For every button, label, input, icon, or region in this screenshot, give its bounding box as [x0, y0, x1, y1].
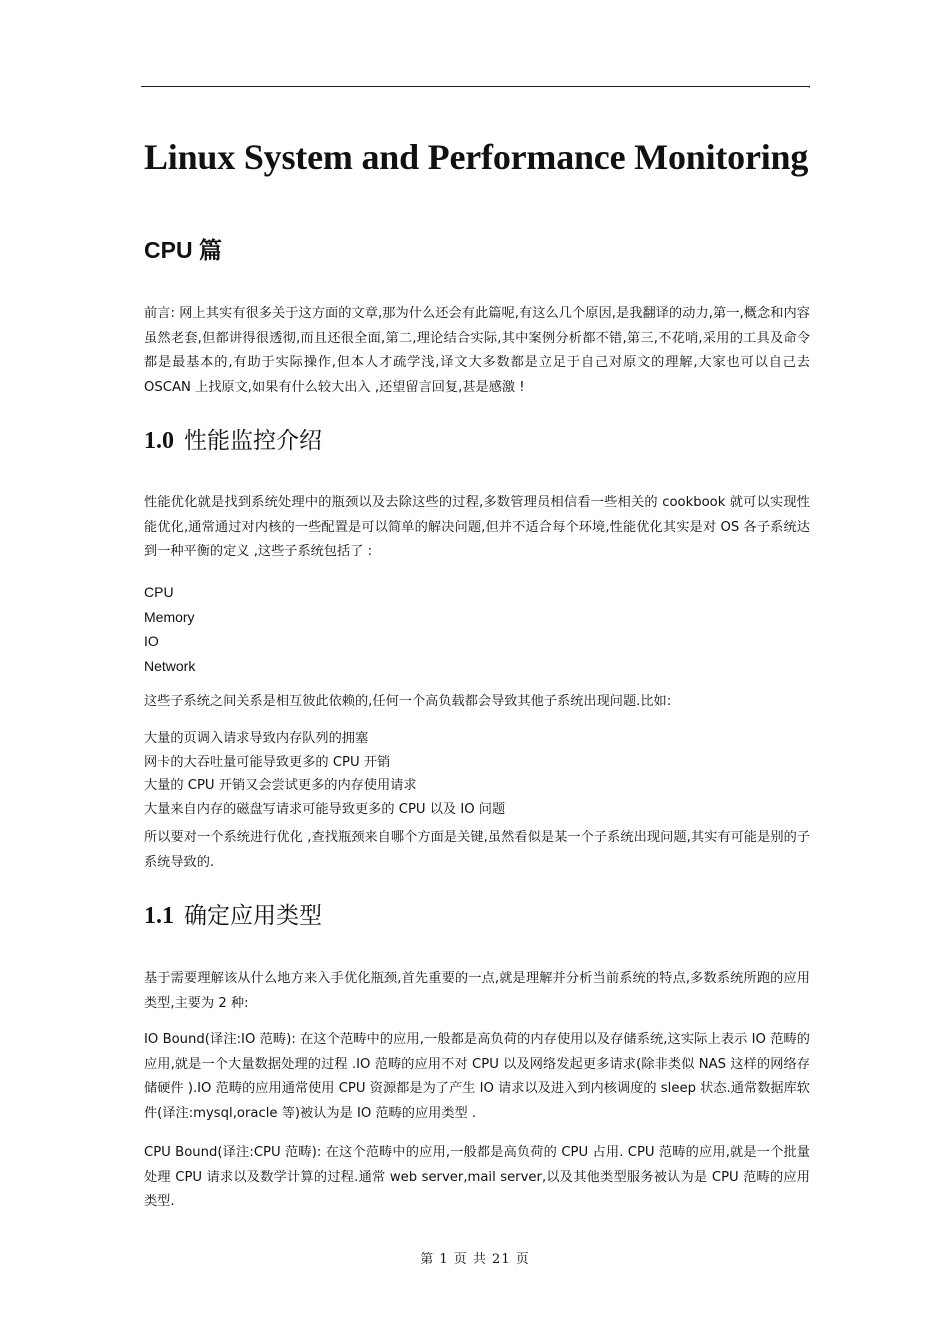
section-title: 性能监控介绍 — [184, 428, 322, 454]
chapter-heading: CPU 篇 — [144, 237, 222, 263]
page-footer: 第 1 页 共 21 页 — [420, 1252, 530, 1267]
list-item: 网卡的大吞吐量可能导致更多的 CPU 开销 — [144, 754, 391, 770]
list-item: Network — [144, 658, 196, 675]
header-mark: , — [808, 80, 811, 90]
io-bound-paragraph: IO Bound(译注:IO 范畴): 在这个范畴中的应用,一般都是高负荷的内存使用以及存储系统,这实际上表示 IO 范畴的应用,就是一个大量数据处理的过程 .IO 范畴的应用不对 CPU 以及网络发起更多请求(除非类似 NAS 这样的网络存储硬件 ).IO 范畴的应用通常使用 CPU 资源都是为了产生 IO 请求以及进入到内核调度的 sleep 状态.通常数据库软件(译注:mysql,oracle 等)被认为是 IO 范畴的应用类型 . — [144, 1032, 810, 1121]
subsystem-list — [144, 580, 195, 679]
cpu-bound-paragraph: CPU Bound(译注:CPU 范畴): 在这个范畴中的应用,一般都是高负荷的 CPU 占用. CPU 范畴的应用,就是一个批量处理 CPU 请求以及数学计算的过程.通常 web server,mail server,以及其他类型服务被认为是 CPU 范畴的应用类型. — [144, 1145, 810, 1210]
section-1-1-intro: 基于需要理解该从什么地方来入手优化瓶颈,首先重要的一点,就是理解并分析当前系统的特点,多数系统所跑的应用类型,主要为 2 种: — [144, 971, 810, 1011]
list-item: 大量的页调入请求导致内存队列的拥塞 — [144, 731, 369, 746]
section-heading-1-0 — [144, 422, 322, 455]
example-list — [144, 727, 505, 821]
section-1-0-intro: 性能优化就是找到系统处理中的瓶颈以及去除这些的过程,多数管理员相信看一些相关的 cookbook 就可以实现性能优化,通常通过对内核的一些配置是可以简单的解决问题,但并不适合每个环境,性能优化其实是对 OS 各子系统达到一种平衡的定义 ,这些子系统包括了 : — [144, 495, 810, 560]
list-item: 大量的 CPU 开销又会尝试更多的内存使用请求 — [144, 778, 417, 793]
section-1-0-relation: 这些子系统之间关系是相互彼此依赖的,任何一个高负载都会导致其他子系统出现问题.比如: — [144, 694, 672, 709]
document-title: Linux System and Performance Monitoring — [144, 137, 809, 177]
section-number: 1.0 — [144, 428, 174, 454]
section-1-0-conclusion: 所以要对一个系统进行优化 ,查找瓶颈来自哪个方面是关键,虽然看似是某一个子系统出现问题,其实有可能是别的子系统导致的. — [144, 830, 810, 870]
list-item: Memory — [144, 608, 195, 625]
list-item: 大量来自内存的磁盘写请求可能导致更多的 CPU 以及 IO 问题 — [144, 801, 506, 817]
header-rule — [141, 86, 810, 87]
section-number: 1.1 — [144, 903, 174, 929]
preface-paragraph: 前言: 网上其实有很多关于这方面的文章,那为什么还会有此篇呢,有这么几个原因,是我翻译的动力,第一,概念和内容虽然老套,但都讲得很透彻,而且还很全面,第二,理论结合实际,其中案例分析都不错,第三,不花哨,采用的工具及命令都是最基本的,有助于实际操作,但本人才疏学浅,译文大多数都是立足于自己对原文的理解,大家也可以自己去 OSCAN 上找原文,如果有什么较大出入 ,还望留言回复,甚是感激 ! — [144, 306, 810, 395]
section-heading-1-1 — [144, 897, 322, 930]
list-item: IO — [144, 633, 159, 650]
section-title: 确定应用类型 — [184, 903, 322, 929]
list-item: CPU — [144, 584, 174, 600]
